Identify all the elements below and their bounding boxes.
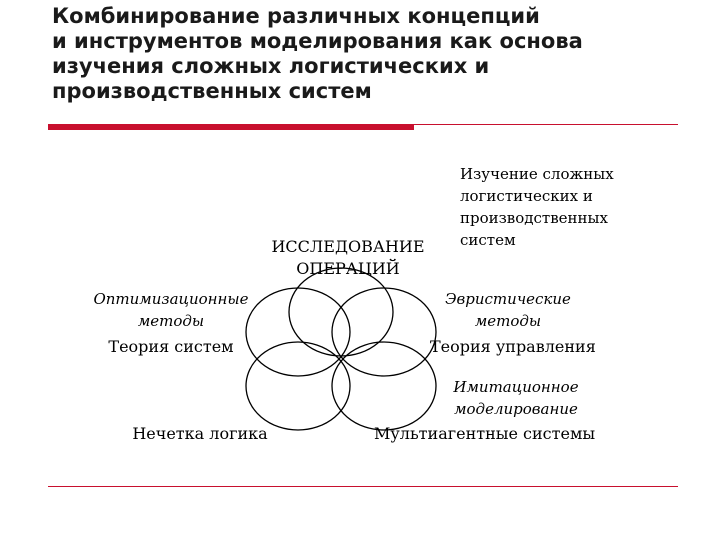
systems-theory-label: Теория систем [108, 337, 234, 356]
study-line: логистических и [460, 187, 593, 205]
title-line: производственных систем [52, 79, 372, 103]
study-label [460, 163, 614, 251]
control-theory-label: Теория управления [430, 337, 596, 356]
heuristic-methods-label [440, 288, 576, 332]
title-line: изучения сложных логистических и [52, 54, 490, 78]
study-line: Изучение сложных [460, 165, 614, 183]
study-line: производственных [460, 209, 608, 227]
venn-circle [332, 288, 436, 376]
operations-research-label [258, 236, 438, 280]
study-line: систем [460, 231, 516, 249]
optimization-methods-label [60, 288, 282, 332]
footer-divider [48, 486, 678, 487]
heuristic-line: методы [474, 312, 542, 330]
multiagent-systems-label: Мультиагентные системы [374, 424, 596, 443]
heuristic-line: Эвристические [445, 290, 571, 308]
title-line: Комбинирование различных концепций [52, 4, 540, 28]
optimization-line: Оптимизационные [93, 290, 249, 308]
fuzzy-logic-label: Нечетка логика [132, 424, 268, 443]
optimization-line: методы [137, 312, 205, 330]
title-line: и инструментов моделирования как основа [52, 29, 583, 53]
simulation-line: Имитационное [453, 378, 579, 396]
operations-research-line: ОПЕРАЦИЙ [296, 259, 400, 278]
operations-research-line: ИССЛЕДОВАНИЕ [271, 237, 425, 256]
venn-circle [332, 342, 436, 430]
simulation-label [440, 376, 592, 420]
simulation-line: моделирование [454, 400, 578, 418]
